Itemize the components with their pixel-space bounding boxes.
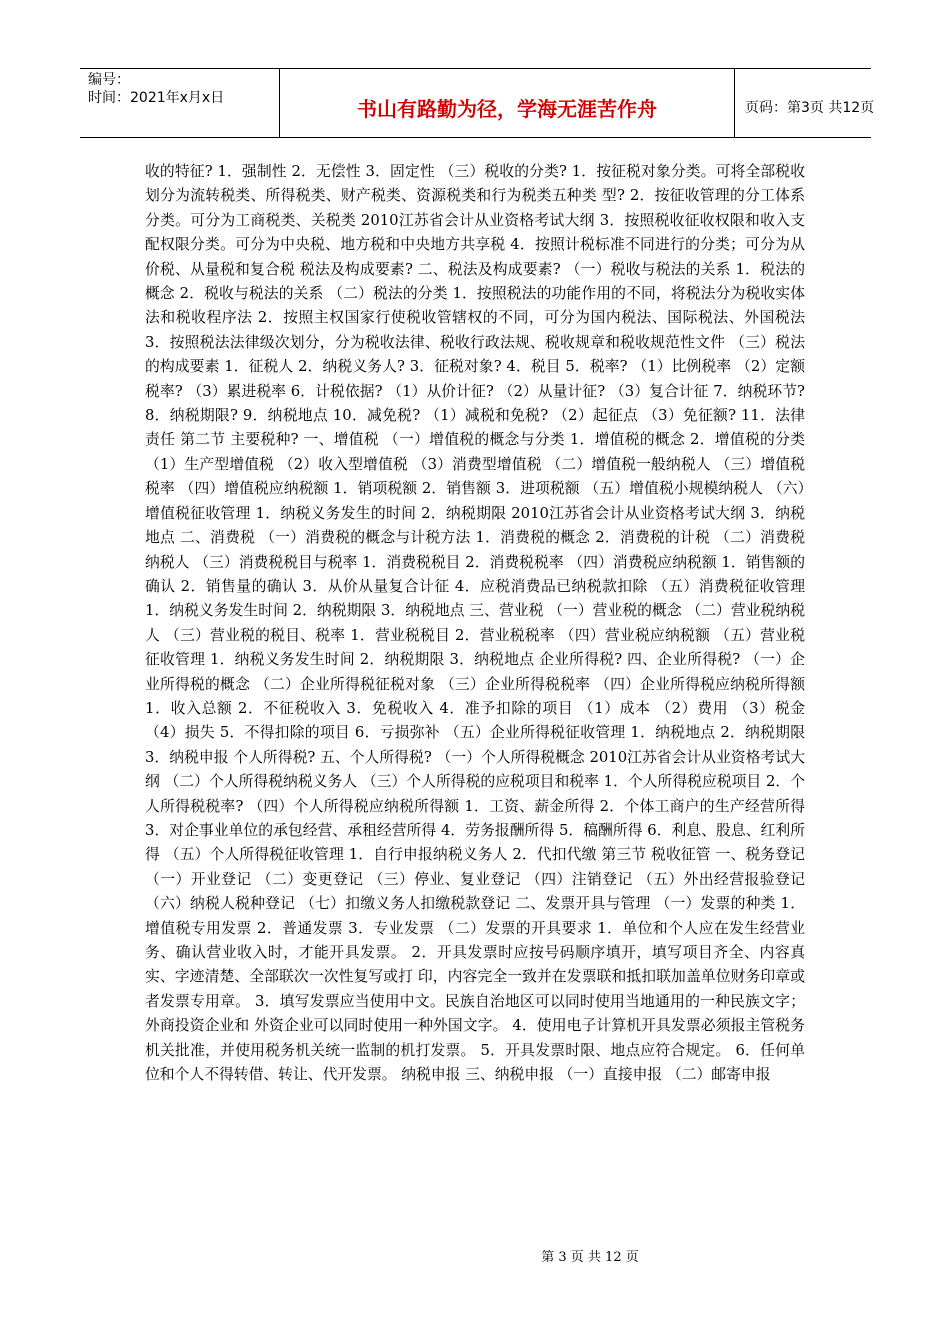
header-motto: 书山有路勤为径，学海无涯苦作舟 bbox=[280, 69, 735, 137]
header-meta bbox=[80, 69, 280, 137]
document-time-label: 时间：2021年x月x日 bbox=[88, 90, 225, 106]
document-number-label: 编号： bbox=[88, 72, 130, 88]
page-footer: 第 3 页 共 12 页 bbox=[541, 1250, 639, 1265]
document-body-text: 收的特征? 1．强制性 2．无偿性 3．固定性 （三）税收的分类? 1．按征税对象分类。可将全部税收划分为流转税类、所得税类、财产税类、资源税类和行为税类五种类 型? 2．按征收管理的分工体系分类。可分为工商税类、关税类 2010江苏省会计从业资格考试大纲 3．按照税收征收权限和收入支配权限分类。可分为中央税、地方税和中央地方共享税 4．按照计税标准不同进行的分类；可分为从价税、从量税和复合税 税法及构成要素? 二、税法及构成要素? （一）税收与税法的关系 1．税法的概念 2．税收与税法的关系 （二）税法的分类 1．按照税法的功能作用的不同，将税法分为税收实体法和税收程序法 2．按照主权国家行使税收管辖权的不同，可分为国内税法、国际税法、外国税法 3．按照税法法律级次划分，分为税收法律、税收行政法规、税收规章和税收规范性文件 （三）税法的构成要素 1．征税人 2．纳税义务人? 3．征税对象? 4．税目 5．税率? （1）比例税率 （2）定额税率? （3）累进税率 6．计税依据? （1）从价计征? （2）从量计征? （3）复合计征 7．纳税环节? 8．纳税期限? 9．纳税地点 10．减免税? （1）减税和免税? （2）起征点 （3）免征额? 11．法律责任 第二节 主要税种? 一、增值税 （一）增值税的概念与分类 1．增值税的概念 2．增值税的分类 （1）生产型增值税 （2）收入型增值税 （3）消费型增值税 （二）增值税一般纳税人 （三）增值税税率 （四）增值税应纳税额 1．销项税额 2．销售额 3．进项税额 （五）增值税小规模纳税人 （六）增值税征收管理 1．纳税义务发生的时间 2．纳税期限 2010江苏省会计从业资格考试大纲 3．纳税地点 二、消费税 （一）消费税的概念与计税方法 1．消费税的概念 2．消费税的计税 （二）消费税纳税人 （三）消费税税目与税率 1．消费税税目 2．消费税税率 （四）消费税应纳税额 1．销售额的确认 2．销售量的确认 3．从价从量复合计征 4．应税消费品已纳税款扣除 （五）消费税征收管理 1．纳税义务发生时间 2．纳税期限 3．纳税地点 三、营业税 （一）营业税的概念 （二）营业税纳税人 （三）营业税的税目、税率 1．营业税税目 2．营业税税率 （四）营业税应纳税额 （五）营业税征收管理 1．纳税义务发生时间 2．纳税期限 3．纳税地点 企业所得税? 四、企业所得税? （一）企业所得税的概念 （二）企业所得税征税对象 （三）企业所得税税率 （四）企业所得税应纳税所得额 1．收入总额 2．不征税收入 3．免税收入 4．准予扣除的项目 （1）成本 （2）费用 （3）税金 （4）损失 5．不得扣除的项目 6．亏损弥补 （五）企业所得税征收管理 1．纳税地点 2．纳税期限 3．纳税申报 个人所得税? 五、个人所得税? （一）个人所得税概念 2010江苏省会计从业资格考试大纲 （二）个人所得税纳税义务人 （三）个人所得税的应税项目和税率 1．个人所得税应税项目 2．个人所得税税率? （四）个人所得税应纳税所得额 1．工资、薪金所得 2．个体工商户的生产经营所得 3．对企事业单位的承包经营、承租经营所得 4．劳务报酬所得 5．稿酬所得 6．利息、股息、红利所得 （五）个人所得税征收管理 1．自行申报纳税义务人 2．代扣代缴 第三节 税收征管 一、税务登记 （一）开业登记 （二）变更登记 （三）停业、复业登记 （四）注销登记 （五）外出经营报验登记 （六）纳税人税种登记 （七）扣缴义务人扣缴税款登记 二、发票开具与管理 （一）发票的种类 1．增值税专用发票 2．普通发票 3．专业发票 （二）发票的开具要求 1．单位和个人应在发生经营业务、确认营业收入时，才能开具发票。 2．开具发票时应按号码顺序填开，填写项目齐全、内容真实、字迹清楚、全部联次一次性复写或打 印，内容完全一致并在发票联和抵扣联加盖单位财务印章或者发票专用章。 3．填写发票应当使用中文。民族自治地区可以同时使用当地通用的一种民族文字；外商投资企业和 外资企业可以同时使用一种外国文字。 4．使用电子计算机开具发票必须报主管税务机关批准，并使用税务机关统一监制的机打发票。 5．开具发票时限、地点应符合规定。 6．任何单位和个人不得转借、转让、代开发票。 纳税申报 三、纳税申报 （一）直接申报 （二）邮寄申报 bbox=[145, 163, 805, 1084]
page-header bbox=[80, 68, 875, 138]
header-page-info: 页码：第3页 共12页 bbox=[745, 100, 875, 116]
